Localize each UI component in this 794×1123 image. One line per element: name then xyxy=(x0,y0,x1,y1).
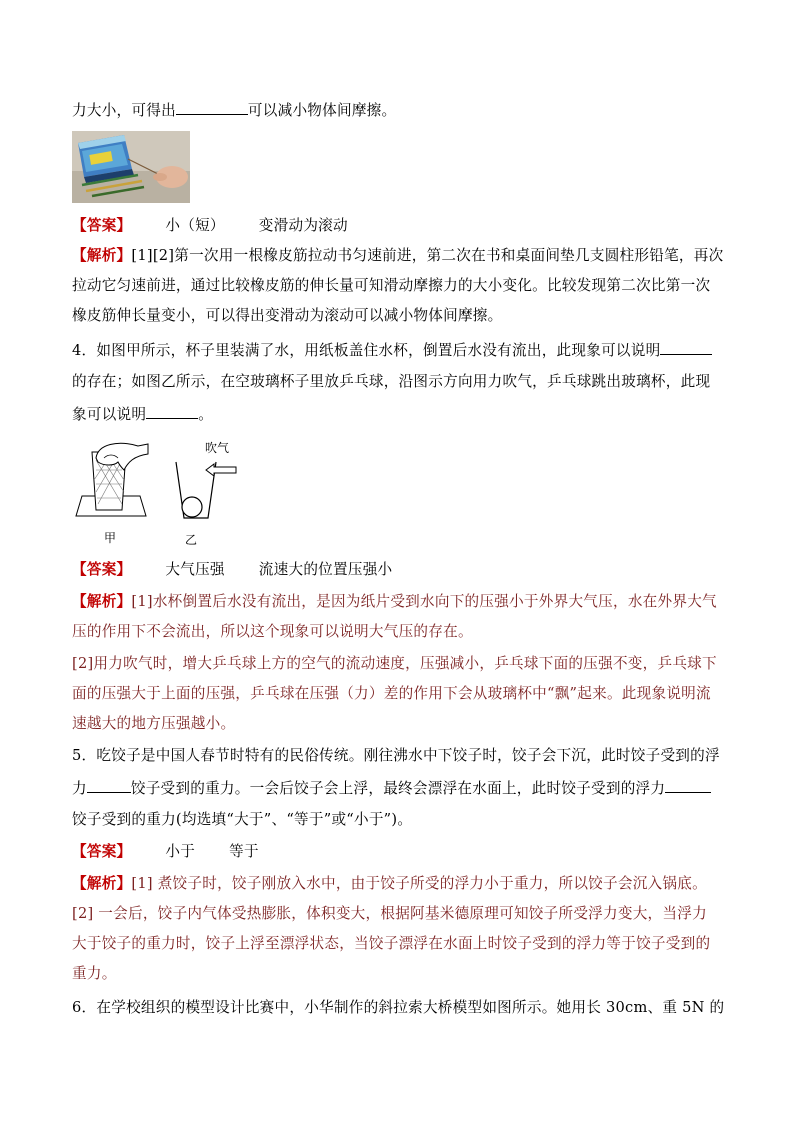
analysis-3-line-2: 拉动它匀速前进，通过比较橡皮筋的伸长量可知滑动摩擦力的大小变化。比较发现第二次比第一次 xyxy=(72,277,711,294)
question-4-line-3: 象可以说明 。 xyxy=(72,406,214,423)
answer-5: 【答案】 小于 等于 xyxy=(72,843,259,860)
question-4-line-2: 的存在；如图乙所示，在空玻璃杯子里放乒乓球，沿图示方向用力吹气，乒乓球跳出玻璃杯，此现 xyxy=(72,373,711,390)
question-5-line-2: 力 饺子受到的重力。一会后饺子会上浮，最终会漂浮在水面上，此时饺子受到的浮力 xyxy=(72,778,732,799)
book-friction-photo xyxy=(72,131,190,203)
answer-4: 【答案】 大气压强 流速大的位置压强小 xyxy=(72,561,393,578)
question-5-line-3: 饺子受到的重力(均选填“大于”、“等于”或“小于”)。 xyxy=(72,811,413,828)
answer-3: 【答案】 小（短） 变滑动为滚动 xyxy=(72,217,348,234)
answer-blank xyxy=(665,778,711,793)
answer-blank xyxy=(176,100,248,115)
analysis-4-line-4: 面的压强大于上面的压强，乒乓球在压强（力）差的作用下会从玻璃杯中“飘”起来。此现象说明流 xyxy=(72,685,711,702)
figure-label-jia: 甲 xyxy=(104,531,117,545)
analysis-4-line-1: 【解析】[1]水杯倒置后水没有流出，是因为纸片受到水向下的压强小于外界大气压，水在外界大气 xyxy=(72,593,717,610)
analysis-4-line-3: [2]用力吹气时，增大乒乓球上方的空气的流动速度，压强减小，乒乓球下面的压强不变，乒乓球下 xyxy=(72,655,717,672)
analysis-5-line-3: 大于饺子的重力时，饺子上浮至漂浮状态，当饺子漂浮在水面上时饺子受到的浮力等于饺子受到的 xyxy=(72,935,711,952)
analysis-5-line-1: 【解析】[1] 煮饺子时，饺子刚放入水中，由于饺子所受的浮力小于重力，所以饺子会沉入锅底。 xyxy=(72,875,707,892)
question-3-tail: 力大小，可得出 可以减小物体间摩擦。 xyxy=(72,102,397,119)
analysis-3-line-1: 【解析】[1][2]第一次用一根橡皮筋拉动书匀速前进，第二次在书和桌面间垫几支圆柱形铅笔，再次 xyxy=(72,247,724,264)
glass-ping-pong-figure xyxy=(170,456,242,522)
answer-blank xyxy=(660,340,712,355)
inverted-cup-figure xyxy=(74,440,150,522)
figure-label-blow: 吹气 xyxy=(205,441,230,455)
answer-blank xyxy=(146,404,198,419)
question-4-line-1: 4．如图甲所示，杯子里装满了水，用纸板盖住水杯，倒置后水没有流出，此现象可以说明 xyxy=(72,340,732,361)
analysis-5-line-4: 重力。 xyxy=(72,965,117,982)
question-6-line-1: 6．在学校组织的模型设计比赛中，小华制作的斜拉索大桥模型如图所示。她用长 30cm、重 5N 的 xyxy=(72,999,725,1016)
question-5-line-1: 5．吃饺子是中国人春节时特有的民俗传统。刚往沸水中下饺子时，饺子会下沉，此时饺子受到的浮 xyxy=(72,747,720,764)
analysis-3-line-3: 橡皮筋伸长量变小，可以得出变滑动为滚动可以减小物体间摩擦。 xyxy=(72,307,503,324)
analysis-5-line-2: [2] 一会后，饺子内气体受热膨胀，体积变大，根据阿基米德原理可知饺子所受浮力变大，当浮力 xyxy=(72,905,707,922)
figure-label-yi: 乙 xyxy=(185,533,198,547)
analysis-4-line-5: 速越大的地方压强越小。 xyxy=(72,715,236,732)
answer-blank xyxy=(87,778,131,793)
analysis-4-line-2: 压的作用下不会流出，所以这个现象可以说明大气压的存在。 xyxy=(72,623,473,640)
